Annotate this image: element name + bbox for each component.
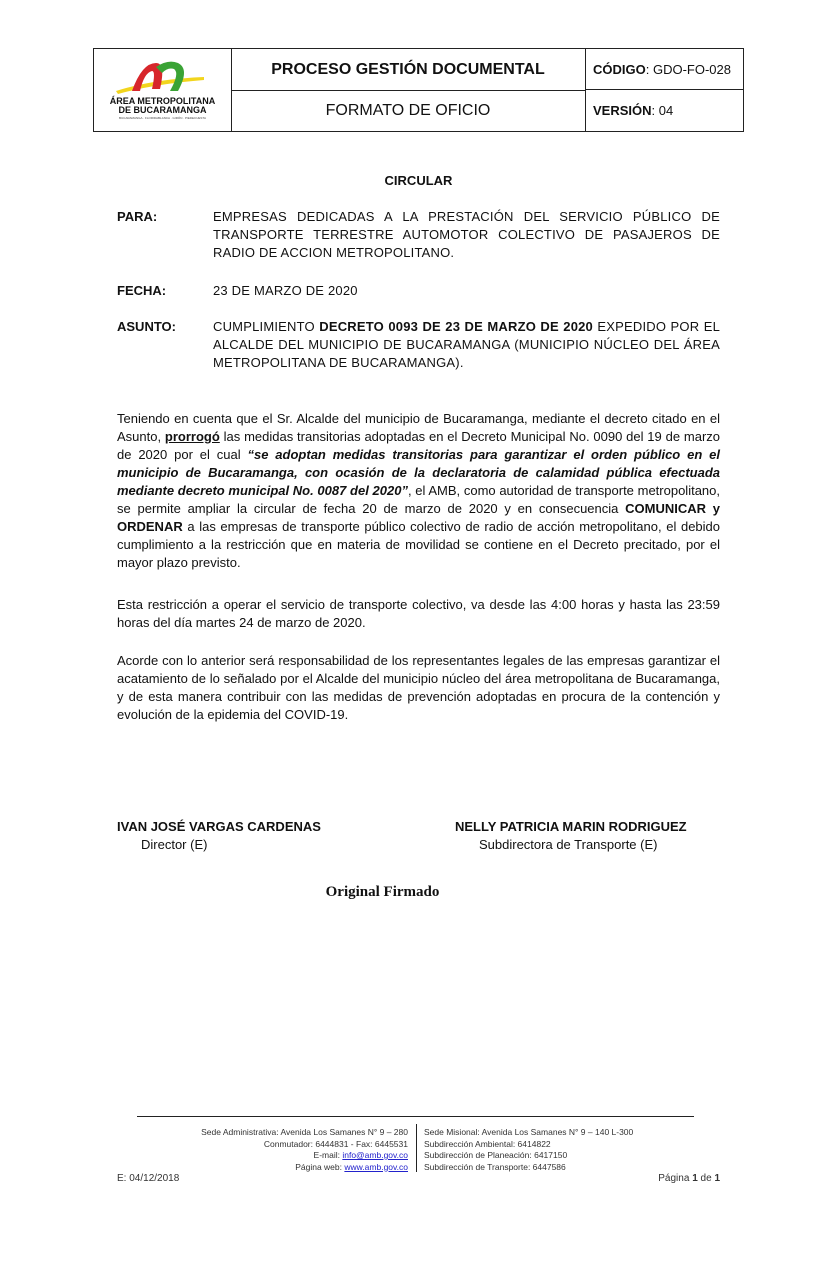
email-link[interactable]: info@amb.gov.co bbox=[342, 1150, 408, 1160]
header-table bbox=[93, 48, 744, 132]
website-link[interactable]: www.amb.gov.co bbox=[344, 1161, 408, 1172]
logo-text-line1: ÁREA METROPOLITANA bbox=[109, 96, 216, 106]
body-paragraph-2: Esta restricción a operar el servicio de transporte colectivo, va desde las 4:00 horas y hasta las 23:59 horas del día martes 24 de marzo de 2020. bbox=[117, 597, 720, 630]
logo-text-line2: DE BUCARAMANGA bbox=[118, 105, 207, 115]
logo-mark-icon bbox=[94, 49, 231, 99]
signature-subdirector: NELLY PATRICIA MARIN RODRIGUEZ Subdirectora de Transporte (E) bbox=[455, 819, 687, 852]
original-signed-note: Original Firmado bbox=[325, 884, 440, 900]
edition-date: E: 04/12/2018 bbox=[117, 1173, 180, 1184]
footer-left: Sede Administrativa: Avenida Los Samanes N° 9 – 280 Conmutador: 6444831 - Fax: 6445531 E-mail: info@amb.gov.co Página web: www.amb.gov.co bbox=[201, 1127, 408, 1172]
code-cell: CÓDIGO : GDO-FO-028 bbox=[585, 49, 743, 90]
format-title: FORMATO DE OFICIO bbox=[325, 101, 491, 119]
signature-director: IVAN JOSÉ VARGAS CARDENAS Director (E) bbox=[117, 819, 321, 852]
amb-logo bbox=[94, 49, 232, 131]
document-title: CIRCULAR bbox=[384, 173, 453, 188]
logo-tagline: BUCARAMANGA · FLORIDABLANCA · GIRÓN · PIEDECUESTA bbox=[119, 116, 206, 120]
asunto-field: ASUNTO: CUMPLIMIENTO DECRETO 0093 DE 23 DE MARZO DE 2020 EXPEDIDO POR EL ALCALDE DEL MUNICIPIO DE BUCARAMANGA (MUNICIPIO NÚCLEO DEL ÁREA METROPOLITANA DE BUCARAMANGA). bbox=[117, 319, 720, 370]
version-cell: VERSIÓN : 04 bbox=[593, 103, 674, 118]
process-title: PROCESO GESTIÓN DOCUMENTAL bbox=[231, 49, 585, 91]
footer-right: Sede Misional: Avenida Los Samanes N° 9 – 140 L-300 Subdirección Ambiental: 6414822 Subdirección de Planeación: 6417150 Subdirección de Transporte: 6447586 bbox=[424, 1127, 634, 1172]
body-paragraph-3: Acorde con lo anterior será responsabilidad de los representantes legales de las empresas garantizar el acatamiento de lo señalado por el Alcalde del municipio núcleo del área metropolitana de Bucaramanga, y de esta manera contribuir con las medidas de prevención adoptadas en procura de la contención y evolución de la epidemia del COVID-19. bbox=[117, 653, 720, 722]
para-field: PARA: EMPRESAS DEDICADAS A LA PRESTACIÓN DEL SERVICIO PÚBLICO DE TRANSPORTE TERRESTRE AUTOMOTOR COLECTIVO DE PASAJEROS DE RADIO DE ACCION METROPOLITANO. bbox=[117, 209, 720, 260]
body-paragraph-1: Teniendo en cuenta que el Sr. Alcalde del municipio de Bucaramanga, mediante el decreto citado en el Asunto, prorrogó las medidas transitorias adoptadas en el Decreto Municipal No. 0090 del 19 de marzo de 2020 por el cual “se adoptan medidas transitorias para garantizar el orden público en el municipio de Bucaramanga, con ocasión de la declaratoria de calamidad pública efectuada mediante decreto municipal No. 0087 del 2020”, el AMB, como autoridad de transporte metropolitano, se permite ampliar la circular de fecha 20 de marzo de 2020 y en consecuencia COMUNICAR y ORDENAR a las empresas de transporte público colectivo de radio de acción metropolitano, el debido cumplimiento a la restricción que en materia de movilidad se contiene en el Decreto precitado, por el mayor plazo previsto. bbox=[117, 411, 720, 570]
footer-divider bbox=[137, 1116, 694, 1117]
fecha-field: FECHA: 23 DE MARZO DE 2020 bbox=[117, 283, 358, 298]
footer-column-separator bbox=[416, 1124, 417, 1172]
page-number: Página 1 de 1 bbox=[658, 1173, 720, 1184]
